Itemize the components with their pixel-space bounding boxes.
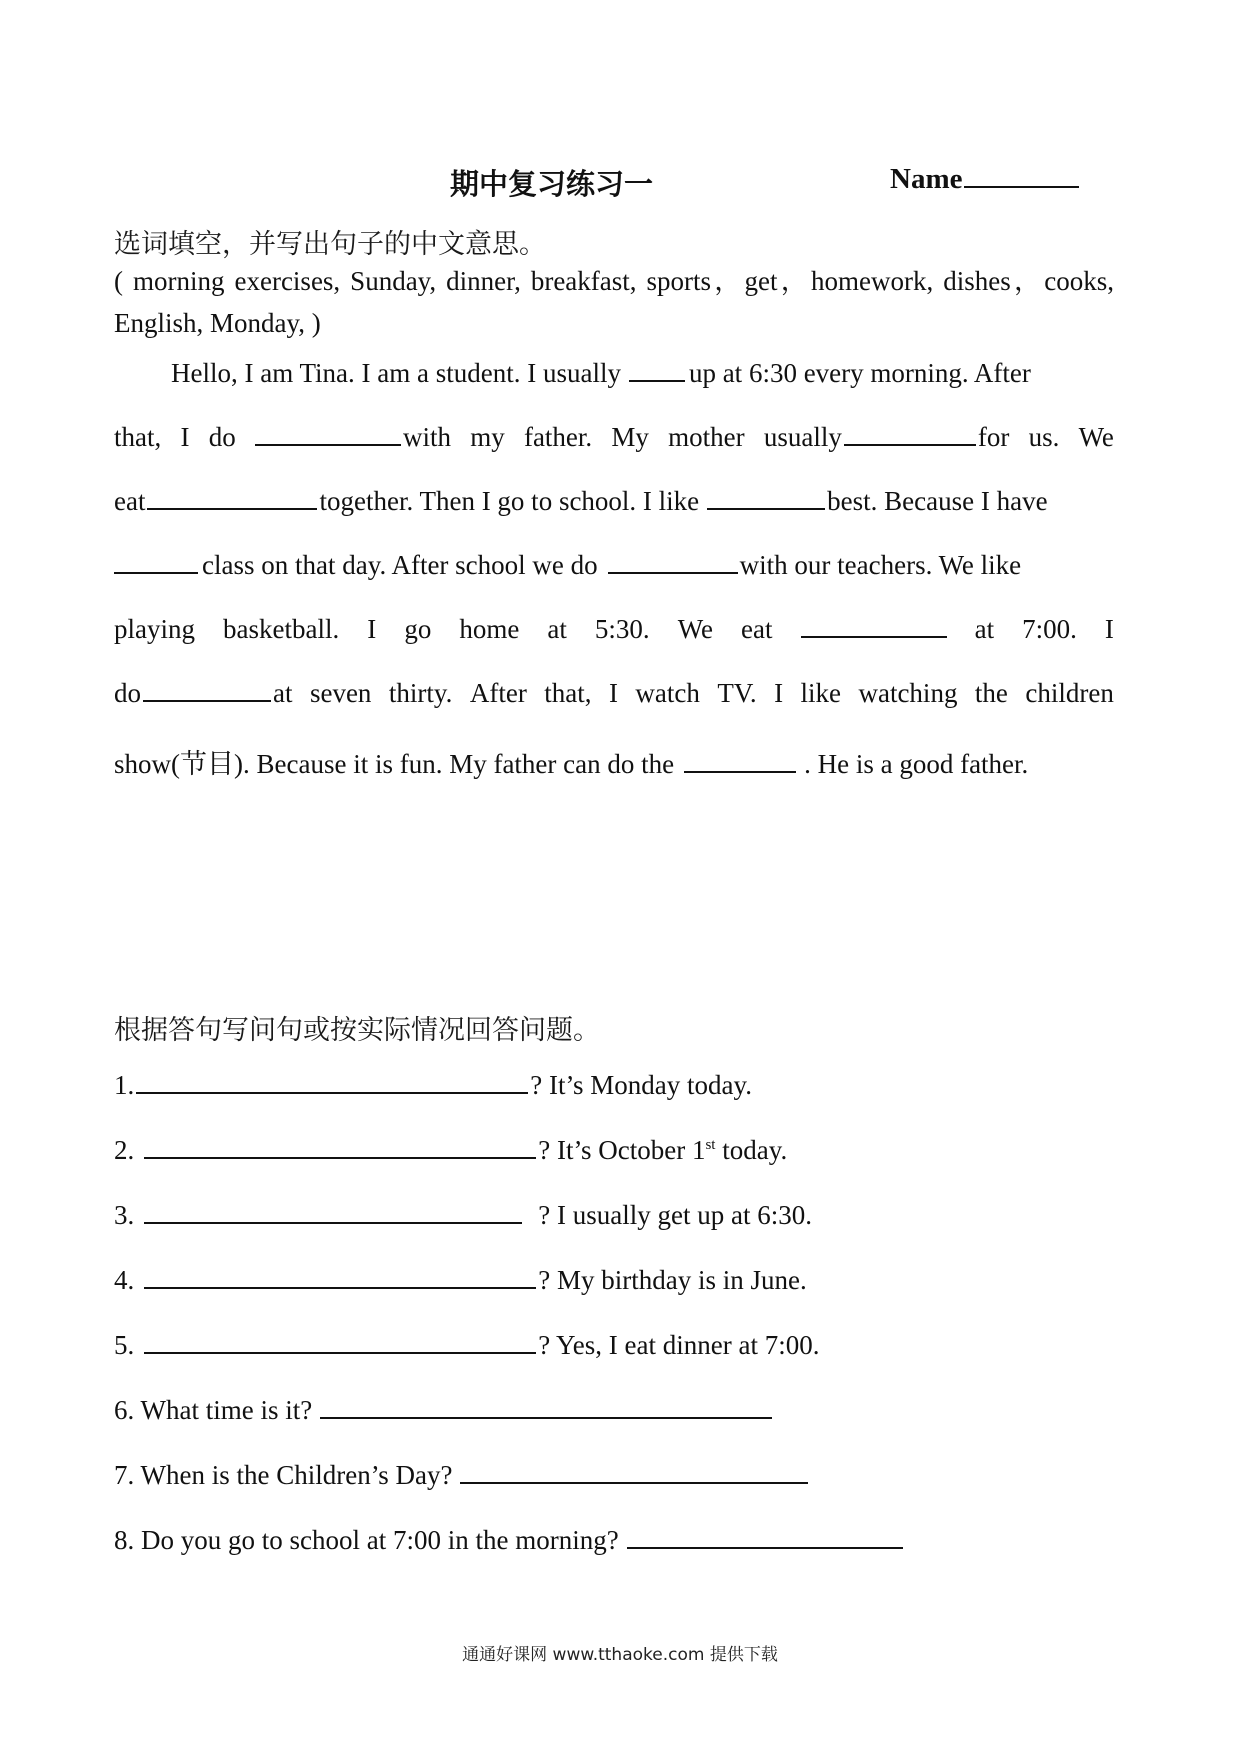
passage-text: best. Because I have bbox=[827, 486, 1048, 516]
section1-instruction: 选词填空，并写出句子的中文意思。 bbox=[114, 229, 546, 260]
question-number: 1. bbox=[114, 1070, 135, 1100]
passage-line-6 bbox=[114, 678, 1114, 709]
answer-blank-5[interactable] bbox=[144, 1330, 536, 1354]
question-4 bbox=[114, 1265, 807, 1296]
blank-3[interactable] bbox=[844, 422, 976, 446]
name-field bbox=[890, 162, 1079, 196]
blank-10[interactable] bbox=[684, 749, 796, 773]
question-number: 2. bbox=[114, 1135, 135, 1165]
passage-text: the bbox=[974, 678, 1008, 708]
passage-text: up at 6:30 every morning. After bbox=[688, 358, 1031, 388]
passage-text: Hello, I am Tina. I am a student. I usually bbox=[171, 358, 621, 388]
question-number: 3. bbox=[114, 1200, 135, 1230]
blank-7[interactable] bbox=[608, 550, 738, 574]
question-5 bbox=[114, 1330, 819, 1361]
passage-text: TV. bbox=[717, 678, 757, 708]
passage-text: I bbox=[774, 678, 784, 708]
blank-4[interactable] bbox=[147, 486, 317, 510]
passage-text: at bbox=[974, 614, 995, 644]
passage-text: I bbox=[180, 422, 190, 452]
passage-text: my bbox=[470, 422, 505, 452]
question-text: 7. When is the Children’s Day? bbox=[114, 1460, 453, 1490]
passage-text: at bbox=[273, 678, 293, 708]
answer-blank-7[interactable] bbox=[460, 1460, 808, 1484]
question-7 bbox=[114, 1460, 810, 1491]
passage-line-3 bbox=[114, 486, 1114, 517]
passage-text: . He is a good father. bbox=[804, 749, 1029, 779]
passage-text: We bbox=[1078, 422, 1114, 452]
passage-text: father. bbox=[523, 422, 593, 452]
answer-blank-4[interactable] bbox=[144, 1265, 536, 1289]
answer-text: ? It’s Monday today. bbox=[530, 1070, 752, 1100]
passage-text: show(节目). Because it is fun. My father can do the bbox=[114, 749, 675, 779]
blank-8[interactable] bbox=[801, 614, 947, 638]
blank-6[interactable] bbox=[114, 550, 198, 574]
answer-blank-8[interactable] bbox=[627, 1525, 903, 1549]
passage-text: at bbox=[547, 614, 567, 644]
passage-line-2 bbox=[114, 422, 1114, 453]
passage-text: mother bbox=[668, 422, 745, 452]
word-bank: ( morning exercises, Sunday, dinner, breakfast, sports，get，homework, dishes，cooks, English, Monday, ) bbox=[114, 266, 1114, 338]
answer-text: ? I usually get up at 6:30. bbox=[538, 1200, 812, 1230]
answer-blank-3[interactable] bbox=[144, 1200, 522, 1224]
question-number: 5. bbox=[114, 1330, 135, 1360]
question-text: 8. Do you go to school at 7:00 in the morning? bbox=[114, 1525, 619, 1555]
passage-text: like bbox=[800, 678, 842, 708]
passage-text: do bbox=[208, 422, 236, 452]
passage-text: 5:30. bbox=[594, 614, 650, 644]
question-text: 6. What time is it? bbox=[114, 1395, 313, 1425]
passage-text: I bbox=[1104, 614, 1114, 644]
passage-text: We bbox=[677, 614, 714, 644]
passage-text: I bbox=[367, 614, 377, 644]
answer-blank-2[interactable] bbox=[144, 1135, 536, 1159]
question-8 bbox=[114, 1525, 905, 1556]
name-blank[interactable] bbox=[964, 162, 1079, 188]
passage-text: seven bbox=[309, 678, 372, 708]
blank-1[interactable] bbox=[629, 358, 685, 382]
passage-line-7 bbox=[114, 742, 1114, 781]
question-3 bbox=[114, 1200, 812, 1231]
passage-line-5 bbox=[114, 614, 1114, 645]
passage-text: usually bbox=[763, 422, 842, 452]
passage-text: do bbox=[114, 678, 141, 708]
passage-text: playing bbox=[114, 614, 195, 644]
passage-text: with our teachers. We like bbox=[739, 550, 1022, 580]
question-number: 4. bbox=[114, 1265, 135, 1295]
name-label: Name bbox=[890, 163, 963, 195]
passage-text: home bbox=[459, 614, 520, 644]
passage-text: class on that day. After school we do bbox=[202, 550, 598, 580]
passage-text: My bbox=[611, 422, 649, 452]
passage-text: watching bbox=[858, 678, 958, 708]
passage-text: that, bbox=[114, 422, 162, 452]
passage-text: watch bbox=[635, 678, 700, 708]
passage-text: eat bbox=[114, 486, 146, 516]
passage-text: together. Then I go to school. I like bbox=[319, 486, 700, 516]
section2-instruction: 根据答句写问句或按实际情况回答问题。 bbox=[114, 1015, 600, 1046]
blank-5[interactable] bbox=[707, 486, 825, 510]
passage-text: children bbox=[1025, 678, 1114, 708]
answer-blank-6[interactable] bbox=[320, 1395, 772, 1419]
question-1 bbox=[114, 1070, 752, 1101]
passage-text: basketball. bbox=[223, 614, 340, 644]
footer-credit: 通通好课网 www.tthaoke.com 提供下载 bbox=[462, 1645, 778, 1665]
answer-text: ? It’s October 1st today. bbox=[538, 1135, 788, 1165]
answer-text: ? My birthday is in June. bbox=[538, 1265, 807, 1295]
passage-text: I bbox=[608, 678, 618, 708]
passage-text: that, bbox=[544, 678, 592, 708]
passage-text: with bbox=[402, 422, 451, 452]
passage-line-4 bbox=[114, 550, 1114, 581]
answer-blank-1[interactable] bbox=[136, 1070, 528, 1094]
blank-9[interactable] bbox=[143, 678, 271, 702]
passage-text: us. bbox=[1028, 422, 1060, 452]
passage-text: After bbox=[469, 678, 527, 708]
question-6 bbox=[114, 1395, 774, 1426]
passage-text: go bbox=[404, 614, 432, 644]
passage-text: for bbox=[977, 422, 1010, 452]
passage-text: thirty. bbox=[388, 678, 453, 708]
passage-text: eat bbox=[741, 614, 773, 644]
blank-2[interactable] bbox=[255, 422, 401, 446]
question-2 bbox=[114, 1135, 787, 1166]
worksheet-title: 期中复习练习一 bbox=[450, 167, 654, 201]
passage-text: 7:00. bbox=[1022, 614, 1077, 644]
passage-line-1 bbox=[114, 358, 1114, 389]
answer-text: ? Yes, I eat dinner at 7:00. bbox=[538, 1330, 820, 1360]
